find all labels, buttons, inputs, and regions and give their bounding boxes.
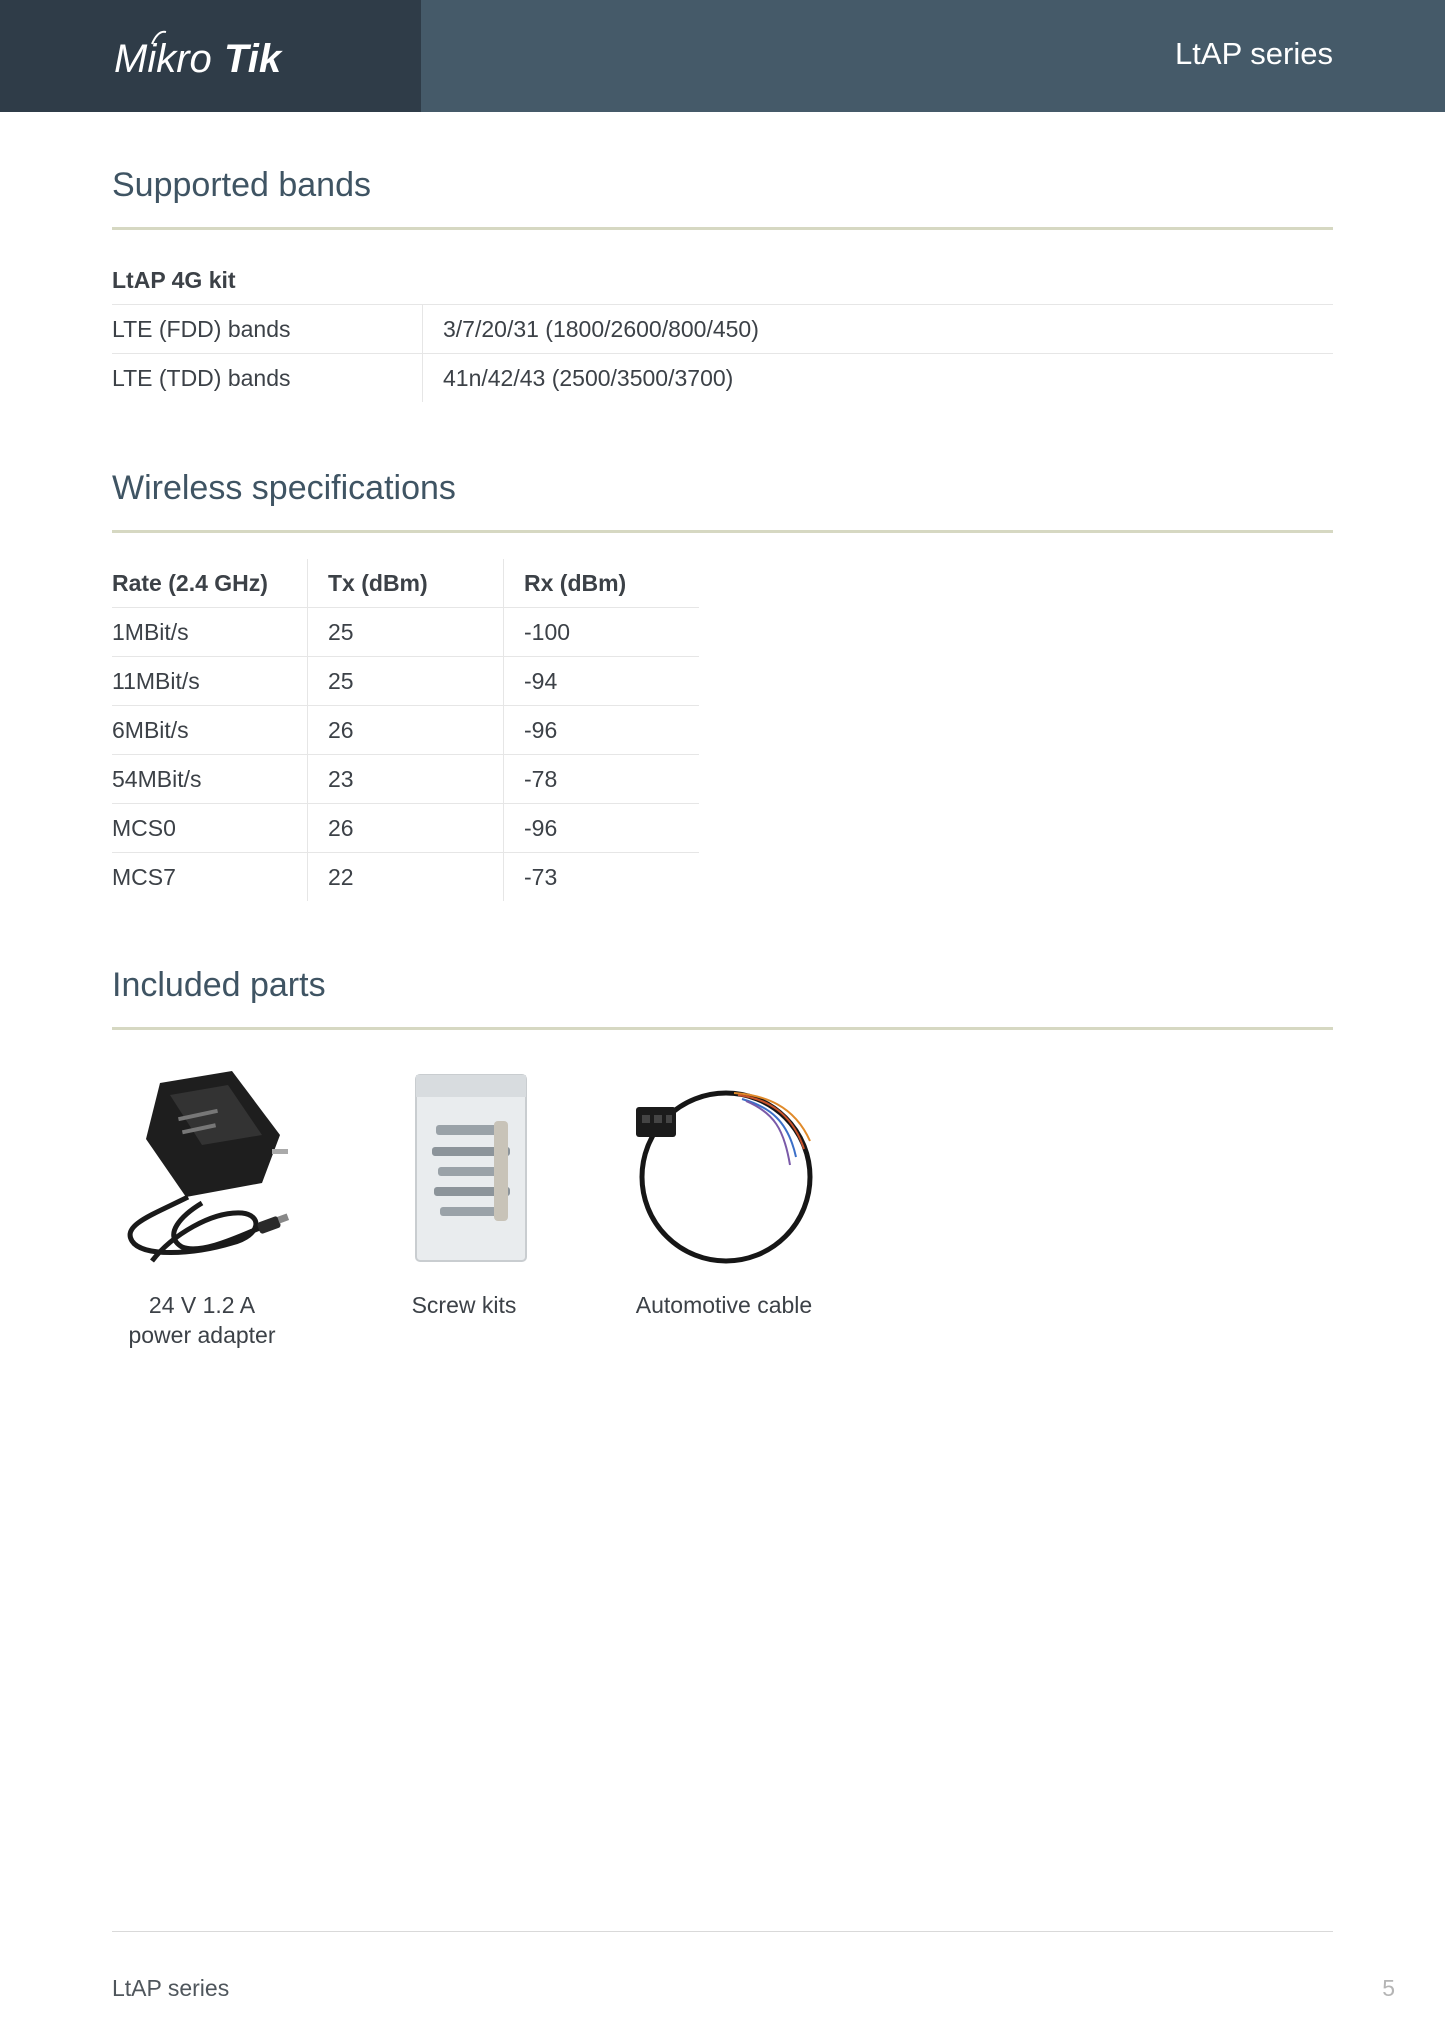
rate-cell: 6MBit/s bbox=[112, 706, 308, 755]
logo-box bbox=[0, 0, 421, 112]
rate-cell: 1MBit/s bbox=[112, 608, 308, 657]
wireless-specs-heading: Wireless specifications bbox=[112, 469, 456, 507]
kit-name: LtAP 4G kit bbox=[112, 256, 1333, 305]
part-label-line2: power adapter bbox=[128, 1322, 276, 1348]
rx-cell: -73 bbox=[504, 853, 700, 902]
svg-text:Mikro: Mikro bbox=[114, 37, 212, 81]
rate-cell: 11MBit/s bbox=[112, 657, 308, 706]
rate-cell: MCS0 bbox=[112, 804, 308, 853]
table-row bbox=[112, 706, 699, 755]
wireless-specs-table bbox=[112, 559, 699, 901]
tx-cell: 26 bbox=[308, 706, 504, 755]
supported-bands-table bbox=[112, 256, 1333, 402]
supported-bands-rule bbox=[112, 227, 1333, 230]
page-number: 5 bbox=[1382, 1975, 1395, 2001]
table-row bbox=[112, 755, 699, 804]
table-row bbox=[112, 608, 699, 657]
wireless-specs-rule bbox=[112, 530, 1333, 533]
tx-cell: 25 bbox=[308, 608, 504, 657]
part-label-line1: Screw kits bbox=[411, 1292, 517, 1318]
rx-cell: -78 bbox=[504, 755, 700, 804]
part-label bbox=[384, 1290, 544, 1320]
band-label: LTE (TDD) bands bbox=[112, 364, 291, 391]
tx-cell: 25 bbox=[308, 657, 504, 706]
rate-cell: 54MBit/s bbox=[112, 755, 308, 804]
rate-cell: MCS7 bbox=[112, 863, 176, 890]
rx-cell: -94 bbox=[504, 657, 700, 706]
column-header: Rate (2.4 GHz) bbox=[112, 559, 308, 608]
column-header: Rx (dBm) bbox=[504, 559, 700, 608]
included-parts-rule bbox=[112, 1027, 1333, 1030]
table-row bbox=[112, 804, 699, 853]
part-automotive-cable bbox=[614, 1065, 834, 1320]
table-row bbox=[112, 305, 1333, 354]
table-row bbox=[112, 657, 699, 706]
part-label bbox=[112, 1290, 292, 1350]
rx-cell: -96 bbox=[504, 804, 700, 853]
band-value: 3/7/20/31 (1800/2600/800/450) bbox=[423, 305, 1334, 354]
screw-kit-image bbox=[384, 1065, 544, 1270]
page-header bbox=[0, 0, 1445, 112]
header-series-title: LtAP series bbox=[1175, 36, 1333, 71]
tx-cell: 22 bbox=[308, 853, 504, 902]
table-row bbox=[112, 853, 699, 902]
power-adapter-image bbox=[112, 1065, 292, 1270]
part-screw-kit bbox=[384, 1065, 544, 1320]
mikrotik-logo bbox=[112, 28, 312, 84]
footer-series: LtAP series bbox=[112, 1975, 230, 2001]
rx-cell: -96 bbox=[504, 706, 700, 755]
footer-rule bbox=[112, 1931, 1333, 1932]
part-label-line1: Automotive cable bbox=[635, 1292, 813, 1318]
table-row bbox=[112, 354, 1333, 403]
tx-cell: 23 bbox=[308, 755, 504, 804]
column-header: Tx (dBm) bbox=[308, 559, 504, 608]
band-value: 41n/42/43 (2500/3500/3700) bbox=[423, 354, 1334, 403]
rx-cell: -100 bbox=[504, 608, 700, 657]
part-label-line1: 24 V 1.2 A bbox=[148, 1292, 256, 1318]
supported-bands-heading: Supported bands bbox=[112, 166, 371, 204]
part-label bbox=[614, 1290, 834, 1320]
automotive-cable-image bbox=[614, 1065, 834, 1270]
table-row bbox=[112, 256, 1333, 305]
band-label: LTE (FDD) bands bbox=[112, 305, 423, 354]
tx-cell: 26 bbox=[308, 804, 504, 853]
svg-text:Tik: Tik bbox=[224, 37, 282, 81]
part-power-adapter bbox=[112, 1065, 292, 1350]
table-header-row bbox=[112, 559, 699, 608]
included-parts-heading: Included parts bbox=[112, 966, 326, 1004]
